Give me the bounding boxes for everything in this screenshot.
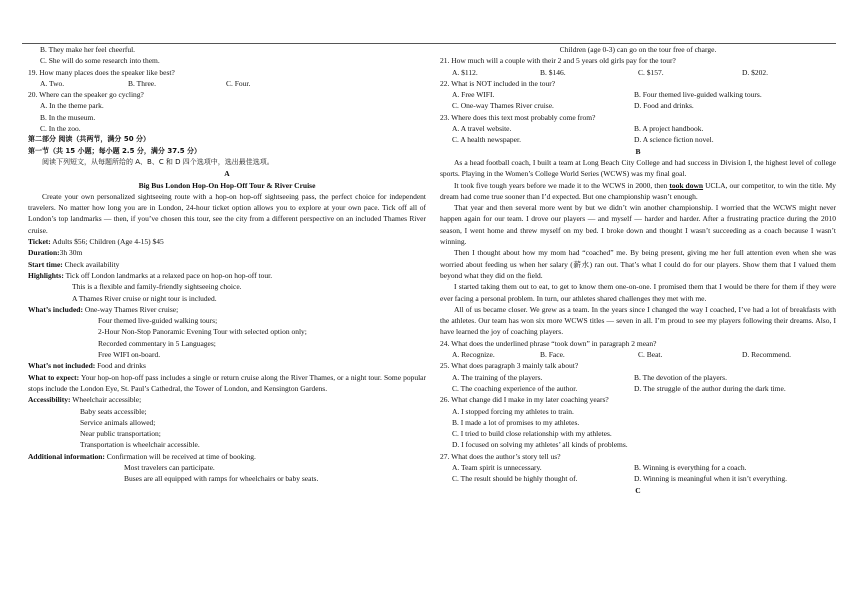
question-26: 26. What change did I make in my later coaching years? xyxy=(440,395,609,405)
option-line: A. I stopped forcing my athletes to train. xyxy=(452,406,574,416)
option-line: D. I focused on solving my athletes’ all kinds of problems. xyxy=(452,440,628,450)
option: B. Four themed live-guided walking tours. xyxy=(634,90,762,100)
option: C. The coaching experience of the author. xyxy=(452,383,578,393)
label: What’s included: xyxy=(28,304,83,314)
accessibility-row: Near public transportation; xyxy=(80,429,161,439)
option: C. $157. xyxy=(638,67,664,77)
option: B. A project handbook. xyxy=(634,124,704,134)
label: Additional information: xyxy=(28,451,105,461)
paragraph-3: That year and then several more went by but we didn’t win another championship. I worried that the WCWS might never happen again for our team. I drove our players — and myself — harder and harder. After a frustrating practice during the 2010 season, I went home and threw myself on my bed. I broke down and thought I wasn’t succeeding as a coach because I wasn’t winning. xyxy=(440,203,836,247)
option: C. The result should be highly thought of. xyxy=(452,474,578,484)
what-to-expect xyxy=(28,372,426,395)
paragraph-6: All of us became closer. We grew as a team. In the years since I changed the way I coached, I’ve had a lot of breakfasts with the athletes. Our team has won six more WCWS titles — seven in all. I’m proud to see my players following their dreams. Also, I have learned the joy of coaching players. xyxy=(440,304,836,337)
value: Confirmation will be received at time of booking. xyxy=(104,451,256,461)
accessibility-row: Service animals allowed; xyxy=(80,417,156,427)
option: B. Face. xyxy=(540,350,565,360)
option-line: A. In the theme park. xyxy=(40,101,104,111)
value: Adults $56; Children (Age 4-15) $45 xyxy=(50,237,164,247)
q23-options xyxy=(440,123,836,134)
option: A. A travel website. xyxy=(452,124,512,134)
paragraph-4: Then I thought about how my mom had “coached” me. By being present, giving me her full attention even when she was worried about feeding us when her salary (薪水) ran out. That’s what I could do for our players. Show them that I valued them beyond what they did on the field. xyxy=(440,248,836,280)
label: What’s not included: xyxy=(28,361,96,371)
q27-options xyxy=(440,462,836,473)
q23-options xyxy=(440,134,836,145)
option: C. A health newspaper. xyxy=(452,135,521,145)
option: A. Free WIFI. xyxy=(452,90,495,100)
included-row: Recorded commentary in 5 Languages; xyxy=(98,338,216,348)
left-column xyxy=(28,44,426,485)
label: What to expect: xyxy=(28,372,80,382)
q21-options xyxy=(440,67,836,78)
option: D. Winning is meaningful when it isn’t everything. xyxy=(634,474,787,484)
passage-intro: Create your own personalized sightseeing route with a hop-on hop-off sightseeing pass, the perfect choice for independent travelers. No matter how long you are in London, 24-hour ticket option allows you to explore at your own pace. Tick off all of London’s top landmarks — then, if you’ve chosen this tour, see the city from a different perspective on an included Thames River cruise. xyxy=(28,191,426,235)
option: D. A science fiction novel. xyxy=(634,135,714,145)
ticket-row xyxy=(28,236,426,247)
option: D. The struggle of the author during the dark time. xyxy=(634,383,786,393)
duration-row xyxy=(28,247,426,258)
included-row: Free WIFI on-board. xyxy=(98,350,161,360)
option: D. Recommend. xyxy=(742,350,791,360)
value: Tick off London landmarks at a relaxed pace on hop-on hop-off tour. xyxy=(63,270,273,280)
label: Start time: xyxy=(28,259,63,269)
included-row xyxy=(28,304,426,315)
option-line: C. I tried to build close relationship with my athletes. xyxy=(452,429,612,439)
additional-info-row xyxy=(28,451,426,462)
paragraph-5: I started taking them out to eat, to get to know them one-on-one. I promised them that I would be there for them if they were ever facing a personal problem. In turn, our athletes shared challenges they met with me. xyxy=(440,282,836,303)
label: Duration: xyxy=(28,248,60,258)
option-line: B. I made a lot of promises to my athletes. xyxy=(452,417,580,427)
passage-letter-c: C xyxy=(635,485,641,495)
included-row: 2-Hour Non-Stop Panoramic Evening Tour with selected option only; xyxy=(98,327,307,337)
highlights-row: A Thames River cruise or night tour is included. xyxy=(72,293,217,303)
option: B. Winning is everything for a coach. xyxy=(634,462,747,472)
label: Accessibility: xyxy=(28,395,71,405)
value: Wheelchair accessible; xyxy=(70,395,142,405)
option: B. The devotion of the players. xyxy=(634,372,727,382)
label: Highlights: xyxy=(28,270,64,280)
q25-options xyxy=(440,383,836,394)
passage-letter-a: A xyxy=(224,169,230,179)
passage-title: Big Bus London Hop-On Hop-Off Tour & River Cruise xyxy=(138,180,316,190)
part-heading: 第二部分 阅读（共两节，满分 50 分） xyxy=(28,135,151,144)
additional-info-row: Buses are all equipped with ramps for wheelchairs or baby seats. xyxy=(124,474,319,484)
section-heading: 第一节（共 15 小题；每小题 2.5 分，满分 37.5 分） xyxy=(28,146,202,155)
passage-letter-b: B xyxy=(635,146,641,156)
value: Check availability xyxy=(62,259,120,269)
start-time-row xyxy=(28,259,426,270)
value: Food and drinks xyxy=(95,361,146,371)
option: A. Team spirit is unnecessary. xyxy=(452,462,542,472)
option-line: C. She will do some research into them. xyxy=(40,56,160,66)
q25-options xyxy=(440,372,836,383)
value: One-way Thames River cruise; xyxy=(82,304,179,314)
underlined-phrase: took down xyxy=(669,180,704,190)
accessibility-row: Baby seats accessible; xyxy=(80,406,147,416)
option: D. $202. xyxy=(742,67,769,77)
question-19: 19. How many places does the speaker like best? xyxy=(28,67,175,77)
option: A. Recognize. xyxy=(452,350,495,360)
instructions: 阅读下列短文，从每题所给的 A、B、C 和 D 四个选项中，选出最佳选项。 xyxy=(42,157,274,166)
question-25: 25. What does paragraph 3 mainly talk about? xyxy=(440,361,579,371)
option-line: B. They make her feel cheerful. xyxy=(40,45,136,54)
paragraph-2 xyxy=(440,180,836,203)
q24-options xyxy=(440,349,836,360)
question-23: 23. Where does this text most probably come from? xyxy=(440,112,596,122)
option: C. One-way Thames River cruise. xyxy=(452,101,554,111)
accessibility-row: Transportation is wheelchair accessible. xyxy=(80,440,200,450)
q19-options xyxy=(28,78,426,89)
q27-options xyxy=(440,473,836,484)
question-21: 21. How much will a couple with their 2 and 5 years old girls pay for the tour? xyxy=(440,56,676,66)
text: UCLA, our competitor, to win the title. My dream had come true sooner than I’d expected. But one championship wasn’t enough. xyxy=(440,180,837,201)
value: 3h 30m xyxy=(59,248,83,258)
value: Your hop-on hop-off pass includes a single or return cruise along the River Thames, or a night tour. Some popular stops include the London Eye, St. Paul’s Cathedral, the Tower of London, and Kensington Gardens. xyxy=(28,372,426,393)
accessibility-row xyxy=(28,394,426,405)
additional-info-row: Most travelers can participate. xyxy=(124,462,215,472)
option: A. The training of the players. xyxy=(452,372,543,382)
right-column xyxy=(440,44,836,496)
q22-options xyxy=(440,89,836,100)
question-24: 24. What does the underlined phrase “took down” in paragraph 2 mean? xyxy=(440,338,657,348)
option: C. Four. xyxy=(226,78,251,88)
text: It took five tough years before we made it to the WCWS in 2000, then xyxy=(454,180,670,190)
q22-options xyxy=(440,100,836,111)
option: C. Beat. xyxy=(638,350,663,360)
highlights-row xyxy=(28,270,426,281)
question-20: 20. Where can the speaker go cycling? xyxy=(28,90,144,100)
option: D. Food and drinks. xyxy=(634,101,694,111)
option-line: C. In the zoo. xyxy=(40,124,81,134)
question-22: 22. What is NOT included in the tour? xyxy=(440,78,556,88)
not-included-row xyxy=(28,360,426,371)
option-line: B. In the museum. xyxy=(40,112,96,122)
option: B. Three. xyxy=(128,78,156,88)
label: Ticket: xyxy=(28,237,51,247)
included-row: Four themed live-guided walking tours; xyxy=(98,316,218,326)
option: B. $146. xyxy=(540,67,566,77)
paragraph-1: As a head football coach, I built a team at Long Beach City College and had success in Division I, the highest level of college sports. Playing in the Women’s College World Series (WCWS) was my final goal. xyxy=(440,157,836,179)
highlights-row: This is a flexible and family-friendly sightseeing choice. xyxy=(72,282,242,292)
question-27: 27. What does the author’s story tell us? xyxy=(440,451,561,461)
option: A. Two. xyxy=(40,78,65,88)
children-note: Children (age 0-3) can go on the tour free of charge. xyxy=(559,45,717,54)
option: A. $112. xyxy=(452,67,478,77)
